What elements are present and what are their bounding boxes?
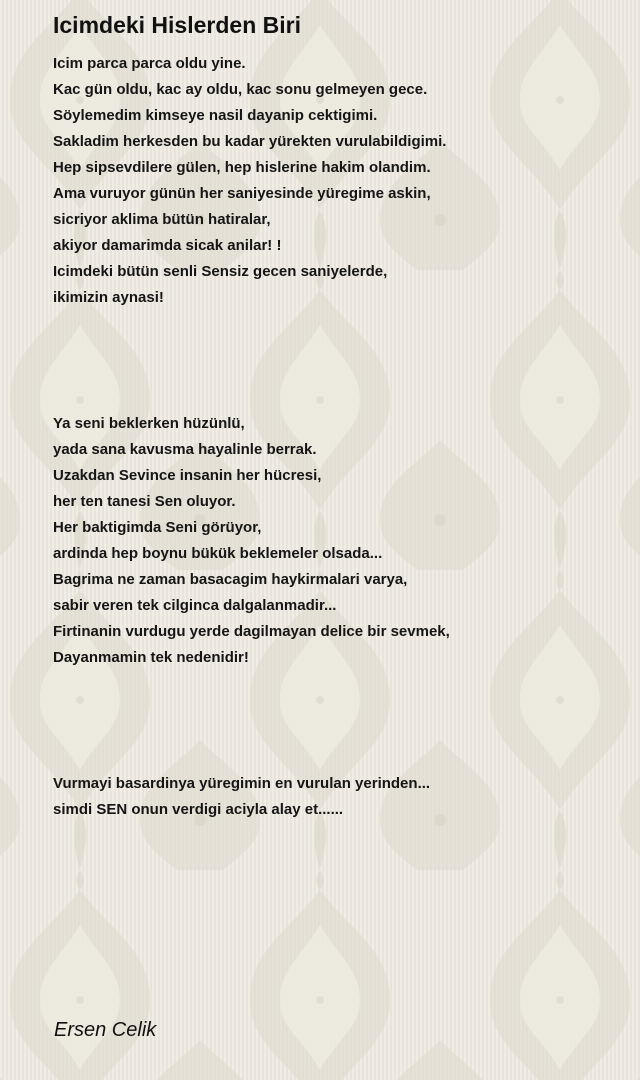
poem-line: Ya seni beklerken hüzünlü, <box>53 415 245 432</box>
poem-line: Firtinanin vurdugu yerde dagilmayan delice bir sevmek, <box>53 623 450 640</box>
stanza-3 <box>53 771 430 823</box>
stanza-2 <box>53 411 450 671</box>
poem-line: Ama vuruyor günün her saniyesinde yüregime askin, <box>53 185 431 202</box>
poem-line: ikimizin aynasi! <box>53 289 164 306</box>
poem-line: Dayanmamin tek nedenidir! <box>53 649 249 666</box>
poem-line: Sakladim herkesden bu kadar yürekten vurulabildigimi. <box>53 133 447 150</box>
poem-line: Bagrima ne zaman basacagim haykirmalari varya, <box>53 571 408 588</box>
poem-line: sicriyor aklima bütün hatiralar, <box>53 211 271 228</box>
poem-line: Icim parca parca oldu yine. <box>53 55 246 72</box>
poem-line: Uzakdan Sevince insanin her hücresi, <box>53 467 322 484</box>
poem-line: Icimdeki bütün senli Sensiz gecen saniyelerde, <box>53 263 388 280</box>
stanza-1 <box>53 51 446 311</box>
poem-line: simdi SEN onun verdigi aciyla alay et...... <box>53 801 344 818</box>
poem-line: sabir veren tek cilginca dalgalanmadir... <box>53 597 337 614</box>
poem-line: Vurmayi basardinya yüregimin en vurulan yerinden... <box>53 775 431 792</box>
poem-line: akiyor damarimda sicak anilar! ! <box>53 237 282 254</box>
poem-line: Söylemedim kimseye nasil dayanip cektigimi. <box>53 107 378 124</box>
poem-author: Ersen Celik <box>54 1019 157 1041</box>
poem-line: Kac gün oldu, kac ay oldu, kac sonu gelmeyen gece. <box>53 81 428 98</box>
poem-line: ardinda hep boynu bükük beklemeler olsada... <box>53 545 383 562</box>
poem-line: yada sana kavusma hayalinle berrak. <box>53 441 317 458</box>
poem-title: Icimdeki Hislerden Biri <box>53 12 301 38</box>
poem-line: Hep sipsevdilere gülen, hep hislerine hakim olandim. <box>53 159 431 176</box>
poem-line: Her baktigimda Seni görüyor, <box>53 519 262 536</box>
poem-line: her ten tanesi Sen oluyor. <box>53 493 236 510</box>
